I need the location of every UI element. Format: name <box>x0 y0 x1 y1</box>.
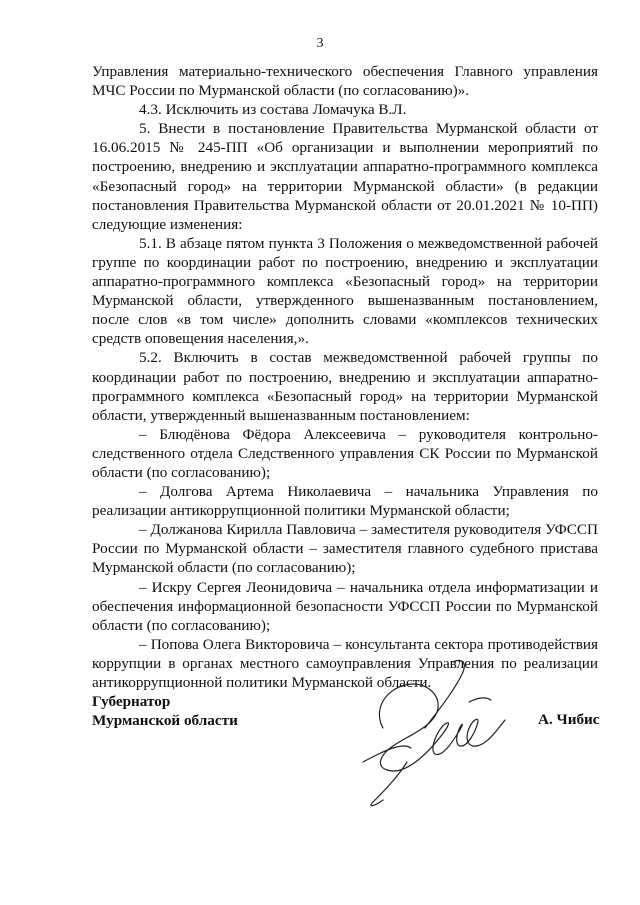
signatory-title <box>92 692 238 730</box>
member-list-item: – Попова Олега Викторовича – консультанта сектора противодействия коррупции в органах местного самоуправления Управления по реализации антикоррупционной политики Мурманской области. <box>92 635 598 691</box>
paragraph-4-3: 4.3. Исключить из состава Ломачука В.Л. <box>139 101 407 119</box>
paragraph-continuation: Управления материально-технического обеспечения Главного управления МЧС России по Мурманской области (по согласованию)». <box>92 63 598 100</box>
signatory-title-line1: Губернатор <box>92 693 171 710</box>
member-list-item: – Искру Сергея Леонидовича – начальника отдела информатизации и обеспечения информационной безопасности УФССП России по Мурманской области (по согласованию); <box>92 578 598 634</box>
handwritten-signature <box>345 650 515 815</box>
paragraph-5: 5. Внести в постановление Правительства Мурманской области от 16.06.2015 № 245-ПП «Об организации и выполнении мероприятий по построению, внедрению и эксплуатации аппаратно-программного комплекса «Безопасный город» на территории Мурманской области» (в редакции постановления Правительства Мурманской области от 20.01.2021 № 10-ПП) следующие изменения: <box>92 120 598 233</box>
paragraph-5-1: 5.1. В абзаце пятом пункта 3 Положения о межведомственной рабочей группе по координации работ по построению, внедрению и эксплуатации аппаратно-программного комплекса «Безопасный город» на территории Мурманской области, утвержденного вышеназванным постановлением, после слов «в том числе» дополнить словами «комплексов технических средств оповещения населения,». <box>92 234 598 348</box>
member-list-item: – Должанова Кирилла Павловича – заместителя руководителя УФССП России по Мурманской области – заместителя главного судебного пристава Мурманской области (по согласованию); <box>92 521 598 577</box>
page-number: 3 <box>316 36 324 51</box>
paragraph-5-2: 5.2. Включить в состав межведомственной рабочей группы по координации работ по построению, внедрению и эксплуатации аппаратно-программного комплекса «Безопасный город» на территории Мурманской области, утвержденный вышеназванным постановлением: <box>92 349 598 424</box>
document-body <box>92 62 598 692</box>
member-list-item: – Блюдёнова Фёдора Алексеевича – руководителя контрольно-следственного отдела Следственного управления СК России по Мурманской области (по согласованию); <box>92 425 598 481</box>
signatory-title-line2: Мурманской области <box>92 712 238 729</box>
signatory-name: А. Чибис <box>538 711 600 728</box>
member-list-item: – Долгова Артема Николаевича – начальника Управления по реализации антикоррупционной политики Мурманской области; <box>92 483 598 520</box>
